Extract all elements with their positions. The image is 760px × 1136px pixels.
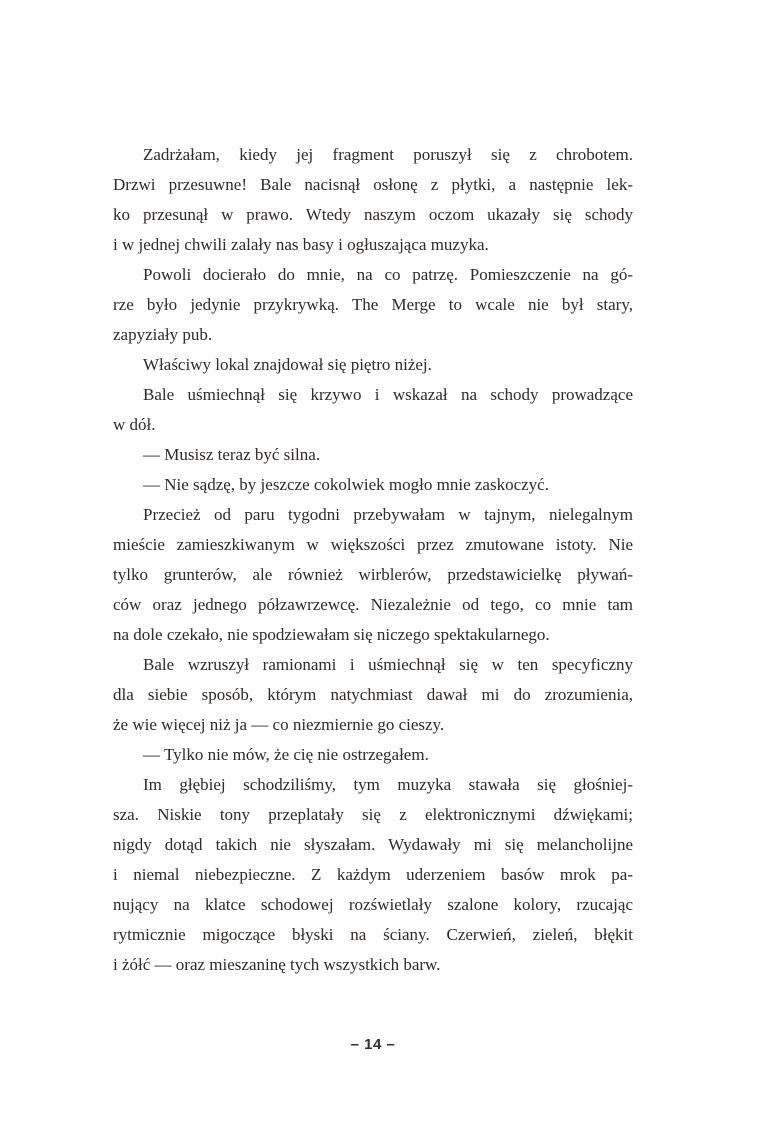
- text-line: sza. Niskie tony przeplatały się z elektronicznymi dźwiękami;: [113, 805, 633, 824]
- text-line: że wie więcej niż ja — co niezmiernie go cieszy.: [113, 715, 445, 734]
- paragraph: [113, 500, 633, 650]
- text-line: Im głębiej schodziliśmy, tym muzyka stawała się głośniej-: [143, 775, 633, 794]
- text-line: nigdy dotąd takich nie słyszałam. Wydawały mi się melancholijne: [113, 835, 633, 854]
- paragraph: [113, 650, 633, 740]
- text-line: Właściwy lokal znajdował się piętro niżej.: [143, 355, 432, 374]
- text-line: i w jednej chwili zalały nas basy i ogłuszająca muzyka.: [113, 235, 489, 254]
- text-line: w dół.: [113, 415, 156, 434]
- paragraph: [113, 770, 633, 980]
- text-line: Zadrżałam, kiedy jej fragment poruszył się z chrobotem.: [143, 145, 633, 164]
- text-line: tylko grunterów, ale również wirblerów, przedstawicielkę pływań-: [113, 565, 633, 584]
- text-line: i żółć — oraz mieszaninę tych wszystkich barw.: [113, 955, 441, 974]
- text-line: Powoli docierało do mnie, na co patrzę. Pomieszczenie na gó-: [143, 265, 633, 284]
- text-line: zapyziały pub.: [113, 325, 213, 344]
- text-line: rytmicznie migoczące błyski na ściany. Czerwień, zieleń, błękit: [113, 925, 633, 944]
- paragraph: [113, 260, 633, 350]
- text-line: mieście zamieszkiwanym w większości przez zmutowane istoty. Nie: [113, 535, 633, 554]
- page-text: [113, 140, 633, 980]
- paragraph: [113, 380, 633, 440]
- paragraph: [113, 470, 633, 500]
- text-line: i niemal niebezpieczne. Z każdym uderzeniem basów mrok pa-: [113, 865, 633, 884]
- paragraph: [113, 440, 633, 470]
- text-line: Bale wzruszył ramionami i uśmiechnął się w ten specyficzny: [143, 655, 633, 674]
- text-line: — Musisz teraz być silna.: [143, 445, 321, 464]
- text-line: — Tylko nie mów, że cię nie ostrzegałem.: [143, 745, 429, 764]
- text-line: — Nie sądzę, by jeszcze cokolwiek mogło mnie zaskoczyć.: [143, 475, 549, 494]
- text-line: dla siebie sposób, którym natychmiast dawał mi do zrozumienia,: [113, 685, 633, 704]
- text-line: Drzwi przesuwne! Bale nacisnął osłonę z płytki, a następnie lek-: [113, 175, 633, 194]
- paragraph: [113, 140, 633, 260]
- paragraph: [113, 740, 633, 770]
- text-line: Bale uśmiechnął się krzywo i wskazał na schody prowadzące: [143, 385, 633, 404]
- paragraph: [113, 350, 633, 380]
- text-line: Przecież od paru tygodni przebywałam w tajnym, nielegalnym: [143, 505, 633, 524]
- text-line: rze było jedynie przykrywką. The Merge to wcale nie był stary,: [113, 295, 633, 314]
- text-line: na dole czekało, nie spodziewałam się niczego spektakularnego.: [113, 625, 550, 644]
- text-line: ców oraz jednego półzawrzewcę. Niezależnie od tego, co mnie tam: [113, 595, 633, 614]
- text-line: ko przesunął w prawo. Wtedy naszym oczom ukazały się schody: [113, 205, 633, 224]
- text-line: nujący na klatce schodowej rozświetlały szalone kolory, rzucając: [113, 895, 633, 914]
- page-number: – 14 –: [350, 1036, 396, 1053]
